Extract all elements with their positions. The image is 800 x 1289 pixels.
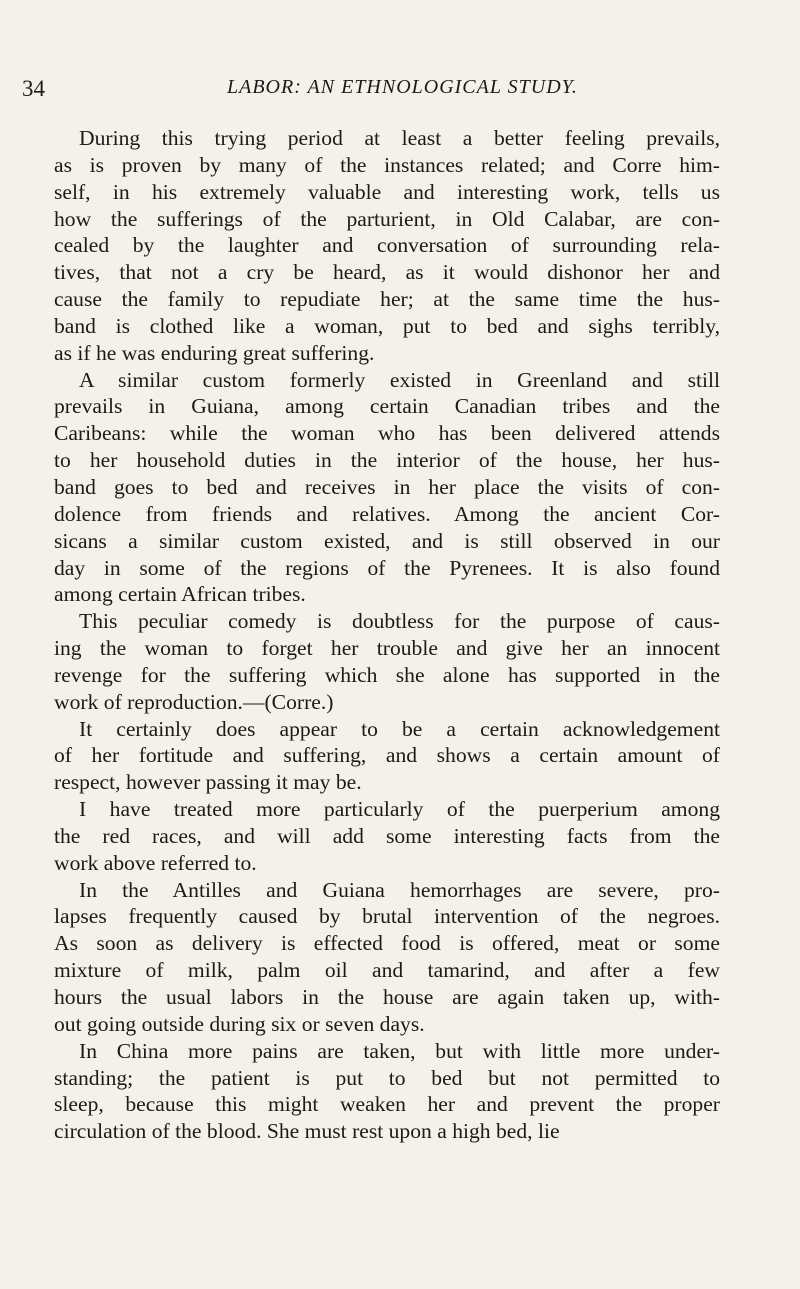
text-line: In the Antilles and Guiana hemorrhages are severe, pro- [79, 877, 720, 902]
text-line: band goes to bed and receives in her place the visits of con- [54, 474, 720, 499]
text-line: tives, that not a cry be heard, as it would dishonor her and [54, 260, 720, 285]
text-line: lapses frequently caused by brutal intervention of the negroes. [54, 904, 720, 929]
text-line: day in some of the regions of the Pyrenees. It is also found [54, 555, 720, 580]
page-header [22, 76, 722, 106]
text-line: ing the woman to forget her trouble and give her an innocent [54, 636, 720, 661]
text-line: dolence from friends and relatives. Among the ancient Cor- [54, 501, 720, 526]
text-line: sicans a similar custom existed, and is still observed in our [54, 528, 720, 553]
text-line: revenge for the suffering which she alone has supported in the [54, 662, 720, 687]
text-line: out going outside during six or seven days. [54, 1011, 425, 1036]
text-line: During this trying period at least a better feeling prevails, [79, 126, 720, 150]
text-line: cause the family to repudiate her; at the same time the hus- [54, 287, 720, 312]
text-line: the red races, and will add some interesting facts from the [54, 823, 720, 848]
text-line: As soon as delivery is effected food is offered, meat or some [54, 931, 720, 956]
text-line: to her household duties in the interior of the house, her hus- [54, 448, 720, 473]
text-line: hours the usual labors in the house are again taken up, with- [54, 985, 720, 1009]
text-line: work of reproduction.—(Corre.) [54, 689, 334, 714]
text-line: In China more pains are taken, but with little more under- [79, 1038, 720, 1063]
text-line: prevails in Guiana, among certain Canadian tribes and the [54, 394, 720, 419]
paragraph [54, 796, 720, 877]
text-line: respect, however passing it may be. [54, 770, 362, 795]
text-line: self, in his extremely valuable and interesting work, tells us [54, 179, 720, 204]
text-line: among certain African tribes. [54, 582, 306, 607]
text-line: as if he was enduring great suffering. [54, 340, 375, 365]
text-line: sleep, because this might weaken her and prevent the proper [54, 1092, 720, 1117]
paragraph [54, 367, 720, 609]
text-line: of her fortitude and suffering, and shows a certain amount of [54, 743, 720, 768]
text-line: as is proven by many of the instances related; and Corre him- [54, 152, 720, 177]
text-line: standing; the patient is put to bed but not permitted to [54, 1065, 720, 1090]
paragraph [54, 608, 720, 715]
text-line: A similar custom formerly existed in Greenland and still [79, 367, 720, 392]
paragraph [54, 877, 720, 1038]
text-line: This peculiar comedy is doubtless for the purpose of caus- [79, 609, 720, 634]
text-line: cealed by the laughter and conversation of surrounding rela- [54, 233, 720, 258]
text-line: I have treated more particularly of the puerperium among [79, 797, 720, 822]
text-line: Caribeans: while the woman who has been delivered attends [54, 421, 720, 446]
text-line: mixture of milk, palm oil and tamarind, and after a few [54, 958, 720, 983]
paragraph [54, 716, 720, 797]
text-line: work above referred to. [54, 850, 257, 875]
paragraph [54, 125, 720, 367]
paragraph [54, 1038, 720, 1145]
text-line: It certainly does appear to be a certain acknowledgement [79, 716, 720, 741]
text-line: circulation of the blood. She must rest upon a high bed, lie [54, 1119, 560, 1144]
page-number: 34 [22, 76, 45, 101]
text-line: band is clothed like a woman, put to bed and sighs terribly, [54, 313, 720, 338]
text-line: how the sufferings of the parturient, in Old Calabar, are con- [54, 206, 720, 231]
running-title: LABOR: AN ETHNOLOGICAL STUDY. [227, 76, 578, 98]
body-text [54, 125, 720, 1145]
